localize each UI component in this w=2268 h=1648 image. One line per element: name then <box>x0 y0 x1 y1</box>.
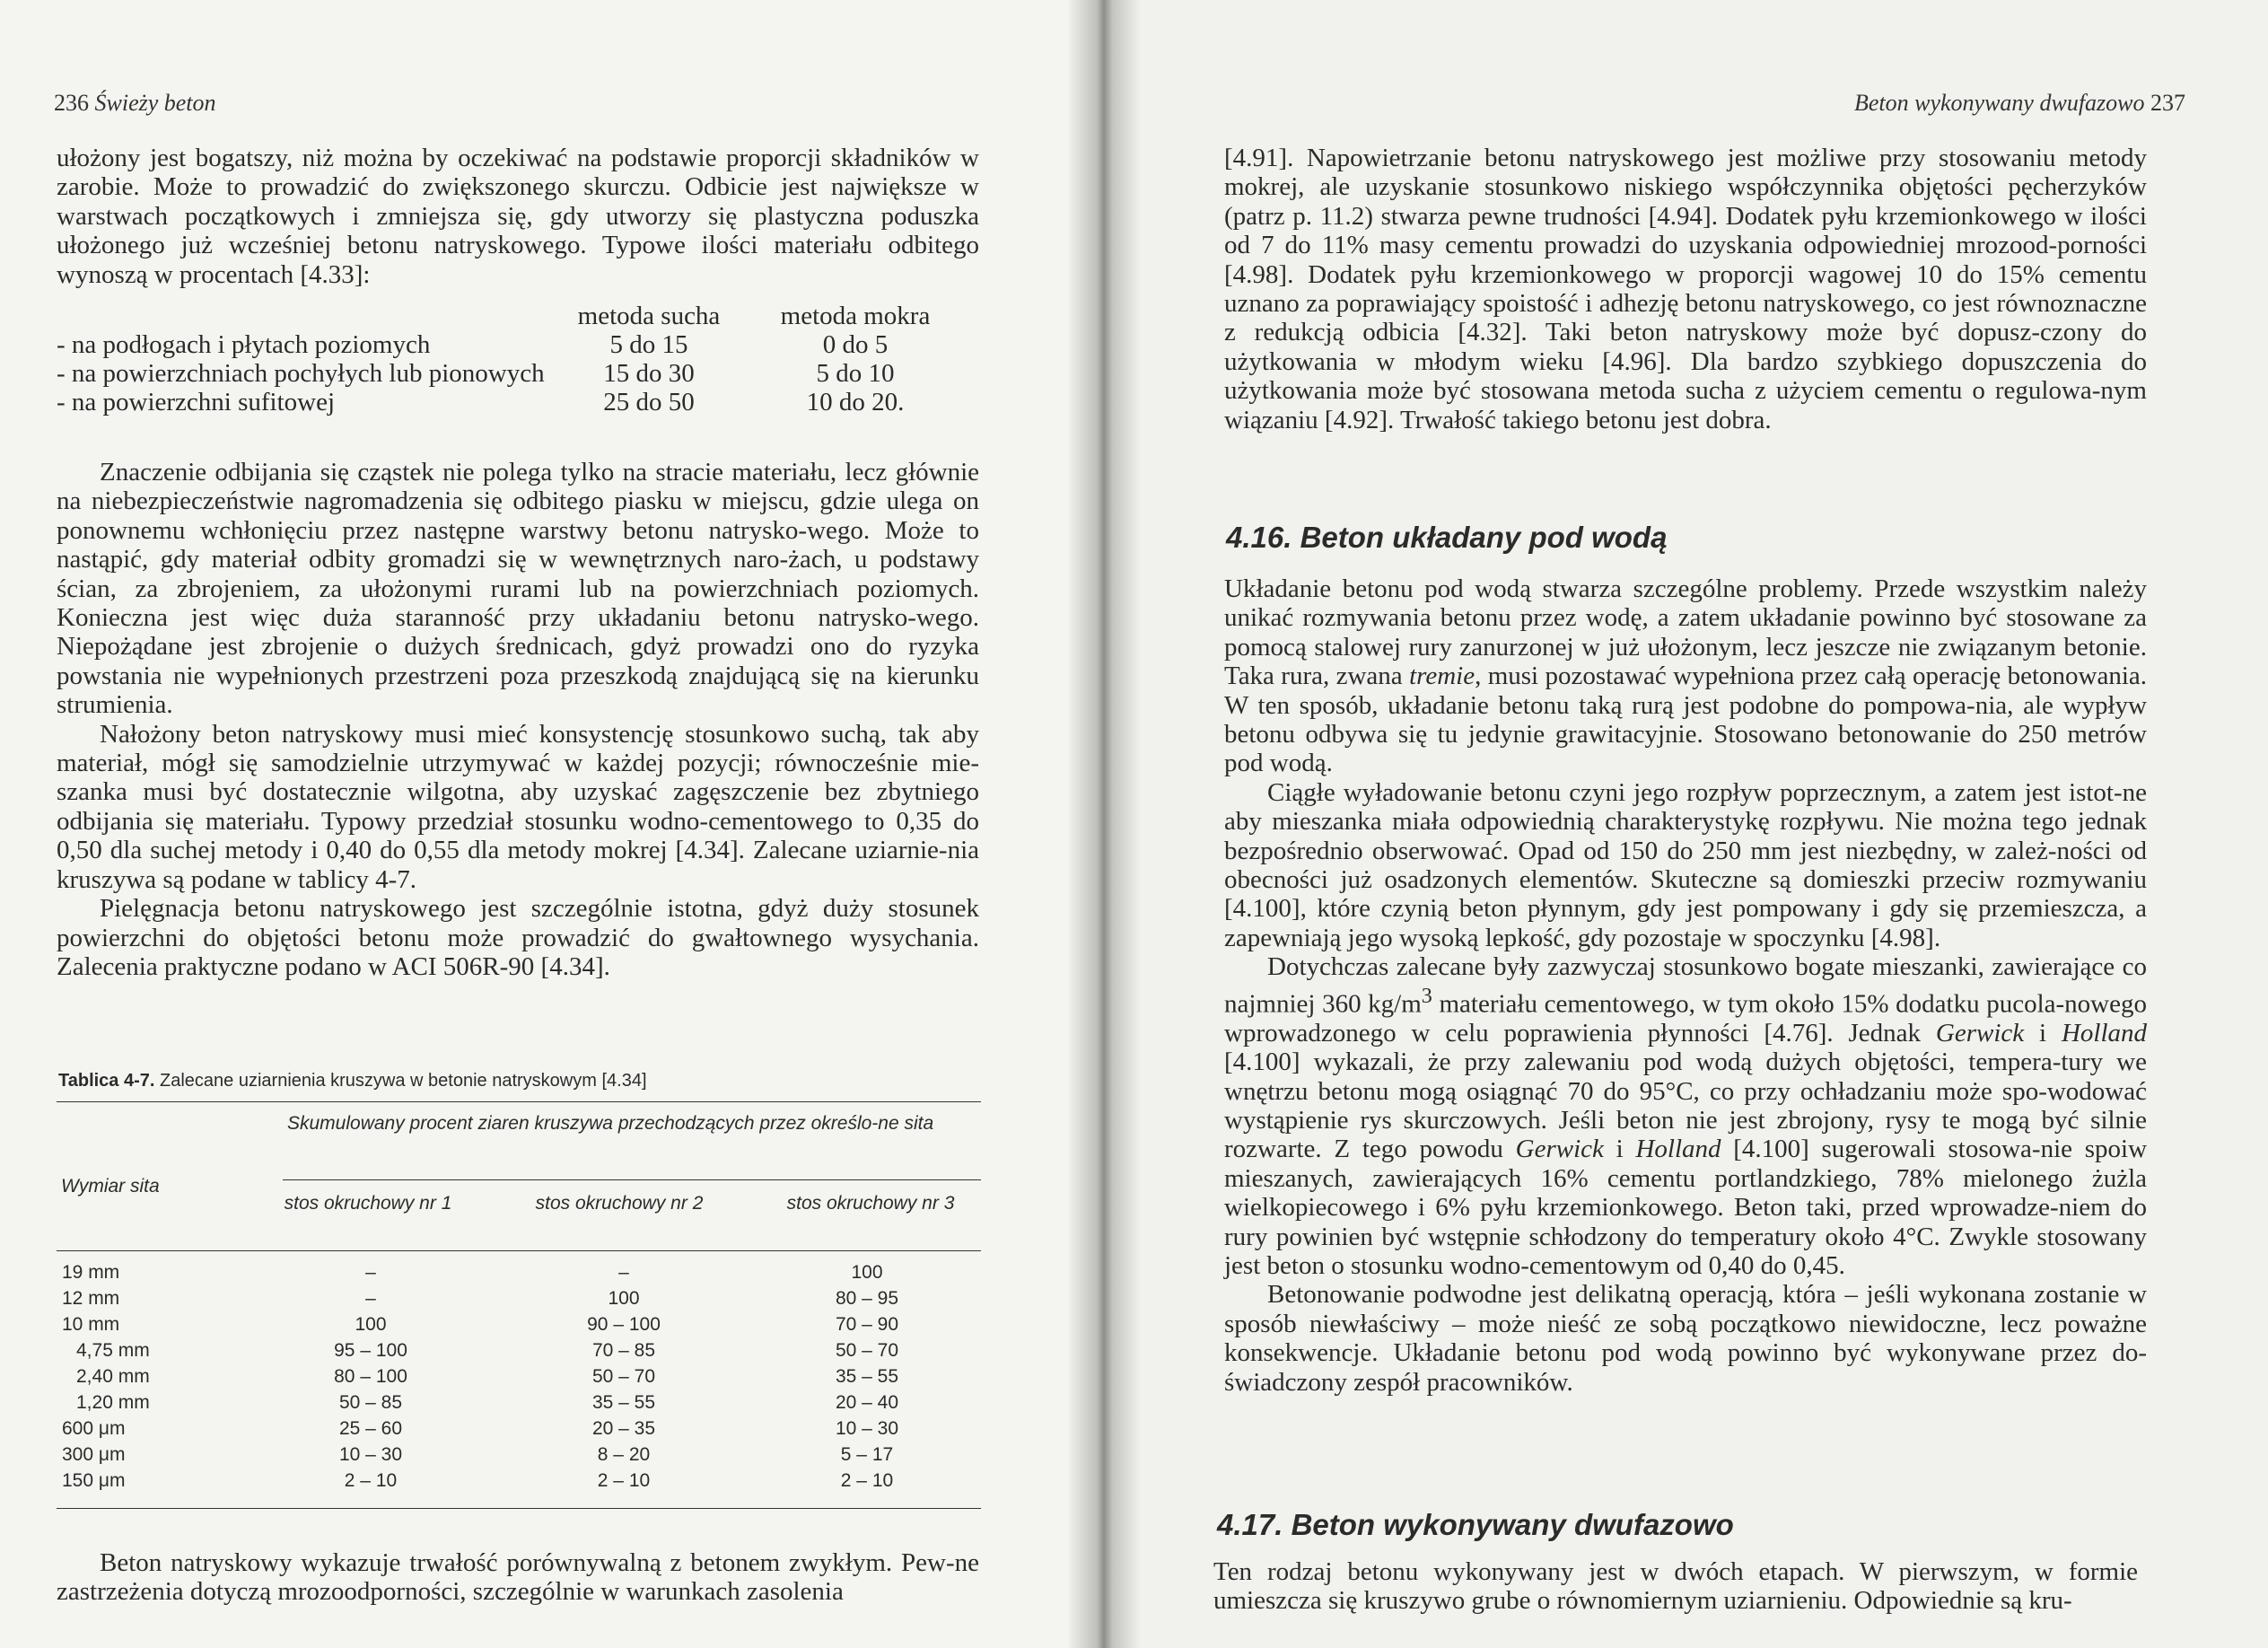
table-row: 150 μm 2 – 10 2 – 10 2 – 10 <box>62 1470 894 1491</box>
table-group-header: Skumulowany procent ziaren kruszywa przechodzących przez określo-ne sita <box>287 1113 934 1134</box>
table-subheader-1: stos okruchowy nr 1 <box>284 1193 452 1214</box>
table-caption <box>58 1071 647 1091</box>
table-group-rule <box>283 1179 981 1180</box>
losses-row: - na podłogach i płytach poziomych 5 do 15 0 do 5 <box>57 330 889 359</box>
losses-row: - na powierzchni sufitowej 25 do 50 10 do 20. <box>57 388 905 416</box>
losses-row: - na powierzchniach pochyłych lub pionowych 15 do 30 5 do 10 <box>57 359 895 388</box>
table-row: 4,75 mm 95 – 100 70 – 85 50 – 70 <box>76 1340 899 1361</box>
section-heading-4-17: 4.17. Beton wykonywany dwufazowo <box>1217 1508 1734 1541</box>
table-subheader-3: stos okruchowy nr 3 <box>786 1193 955 1214</box>
right-running-head <box>1854 90 2185 117</box>
table-caption-label: Tablica 4-7. <box>58 1071 155 1091</box>
left-page-number: 236 <box>54 90 89 116</box>
table-row: 600 μm 25 – 60 20 – 35 10 – 30 <box>62 1418 899 1439</box>
rebound-losses-list <box>57 302 979 416</box>
right-paragraph-1: [4.91]. Napowietrzanie betonu natryskowego jest możliwe przy stosowaniu metody mokrej, ale uzyskanie stosunkowo niskiego współczynnika objętości pęcherzyków (patrz p. 11.2) stwarza pewne trudności [4.94]. Dodatek pyłu krzemionkowego w ilości od 7 do 11% masy cementu prowadzi do uzyskania odpowiedniej mrozood-porności [4.98]. Dodatek pyłu krzemionkowego w proporcji wagowej 10 do 15% cementu uznano za poprawiający spoistość i adhezję betonu natryskowego, co jest równoznaczne z redukcją odbicia [4.32]. Taki beton natryskowy może być dopusz-czony do użytkowania w młodym wieku [4.96]. Dla bardzo szybkiego dopuszczenia do użytkowania może być stosowana metoda sucha z użyciem cementu o regulowa-nym wiązaniu [4.92]. Trwałość takiego betonu jest dobra. <box>1224 144 2147 434</box>
table-row: 10 mm 100 90 – 100 70 – 90 <box>62 1314 899 1335</box>
table-bottom-rule <box>57 1508 981 1509</box>
s16-paragraph-4: Betonowanie podwodne jest delikatną operacją, która – jeśli wykonana zostanie w sposób niewłaściwy – może nieść ze sobą początkowo niewidoczne, lecz poważne konsekwencje. Układanie betonu pod wodą powinno być wykonywane przez do-świadczony zespół pracowników. <box>1224 1280 2147 1397</box>
book-gutter <box>1068 0 1140 1648</box>
term-tremie: tremie <box>1409 662 1476 691</box>
left-running-title: Świeży beton <box>94 90 216 116</box>
table-row: 19 mm – – 100 <box>62 1262 883 1283</box>
table-caption-text: Zalecane uziarnienia kruszywa w betonie natryskowym [4.34] <box>160 1071 647 1091</box>
left-running-head <box>54 90 216 117</box>
s16-paragraph-3: Dotychczas zalecane były zazwyczaj stosunkowo bogate mieszanki, zawierające co najmniej 360 $kg/m^3$ materiału cementowego, w tym około 15% dodatku pucola-nowego wprowadzonego w celu poprawienia płynności [4.76]. Jednak Gerwick i Holland [4.100] wykazali, że przy zalewaniu pod wodą dużych objętości, tempera-tury we wnętrzu betonu mogą osiągnąć 70 do 95°C, co przy ochładzaniu może spo-wodować wystąpienie rys skurczowych. Jeśli beton nie jest zbrojony, rysy te mogą być silnie rozwarte. Z tego powodu Gerwick i Holland [4.100] sugerowali stosowa-nie spoiw mieszanych, zawierających 16% cementu portlandzkiego, 78% mielonego żużla wielkopiecowego i 6% pyłu krzemionkowego. Beton taki, przed wprowadze-niem do rury powinien być wstępnie schłodzony do temperatury około 4°C. Zwykle stosowany jest beton o stosunku wodno-cementowym od 0,40 do 0,45. <box>1224 952 2148 1280</box>
table-top-rule <box>57 1101 981 1102</box>
table-row: 2,40 mm 80 – 100 50 – 70 35 – 55 <box>76 1366 899 1387</box>
table-subheader-2: stos okruchowy nr 2 <box>535 1193 704 1214</box>
table-row: 300 μm 10 – 30 8 – 20 5 – 17 <box>62 1444 894 1465</box>
section-4-16-body <box>1224 574 2147 1397</box>
left-body-text <box>57 458 979 981</box>
table-sieve-header: Wymiar sita <box>61 1176 160 1197</box>
left-paragraph-5: Beton natryskowy wykazuje trwałość porównywalną z betonem zwykłym. Pew-ne zastrzeżenia dotyczą mrozoodporności, szczególnie w warunkach zasolenia <box>57 1548 979 1607</box>
table-row: 1,20 mm 50 – 85 35 – 55 20 – 40 <box>76 1392 899 1413</box>
losses-header-dry: metoda sucha <box>577 302 721 330</box>
s17-paragraph-1: Ten rodzaj betonu wykonywany jest w dwóch etapach. W pierwszym, w formie umieszcza się kruszywo grube o równomiernym uziarnieniu. Odpowiednie są kru- <box>1213 1557 2138 1616</box>
left-paragraph-4: Pielęgnacja betonu natryskowego jest szczególnie istotna, gdyż duży stosunek powierzchni do objętości betonu może prowadzić do gwałtownego wysychania. Zalecenia praktyczne podano w ACI 506R-90 [4.34]. <box>57 894 979 981</box>
table-body <box>57 1262 981 1496</box>
table-header-rule <box>57 1250 981 1251</box>
section-heading-4-16: 4.16. Beton układany pod wodą <box>1226 521 1668 554</box>
s16-paragraph-1: Układanie betonu pod wodą stwarza szczególne problemy. Przede wszystkim należy unikać rozmywania betonu przez wodę, a zatem układanie powinno być stosowane za pomocą stalowej rury zanurzonej w już ułożonym, lecz jeszcze nie związanym betonie. Taka rura, zwana tremie, musi pozostawać wypełniona przez całą operację betonowania. W ten sposób, układanie betonu taką rurą jest podobne do pompowa-nia, ale wypływ betonu odbywa się tu jedynie grawitacyjnie. Stosowano betonowanie do 250 metrów pod wodą. <box>1224 574 2147 778</box>
s16-paragraph-2: Ciągłe wyładowanie betonu czyni jego rozpływ poprzecznym, a zatem jest istot-ne aby mieszanka miała odpowiednią charakterystykę rozpływu. Nie można tego jednak bezpośrednio obserwować. Opad od 150 do 250 mm jest niezbędny, w zależ-ności od obecności już osadzonych elementów. Skuteczne są domieszki przeciw rozmywaniu [4.100], które czynią beton płynnym, gdy jest pompowany i gdy się przemieszcza, a zapewniają jego wysoką lepkość, gdy pozostaje w spoczynku [4.98]. <box>1224 777 2147 952</box>
left-paragraph-2: Znaczenie odbijania się cząstek nie polega tylko na stracie materiału, lecz głównie na niebezpieczeństwie nagromadzenia się odbitego piasku w miejscu, gdzie ulega on ponownemu wchłonięciu przez następne warstwy betonu natrysko-wego. Może to nastąpić, gdy materiał odbity gromadzi się w wewnętrznych naro-żach, u podstawy ścian, za zbrojeniem, za ułożonymi rurami lub na powierzchniach poziomych. Konieczna jest więc duża staranność przy układaniu betonu natrysko-wego. Niepożądane jest zbrojenie o dużych średnicach, gdyż prowadzi ono do ryzyka powstania nie wypełnionych przestrzeni poza przeszkodą znajdującą się na kierunku strumienia. <box>57 458 979 720</box>
left-paragraph-1: ułożony jest bogatszy, niż można by oczekiwać na podstawie proporcji składników w zarobie. Może to prowadzić do zwiększonego skurczu. Odbicie jest największe w warstwach początkowych i zmniejsza się, gdy utworzy się plastyczna poduszka ułożonego już wcześniej betonu natryskowego. Typowe ilości materiału odbitego wynoszą w procentach [4.33]: <box>57 144 979 289</box>
left-paragraph-3: Nałożony beton natryskowy musi mieć konsystencję stosunkowo suchą, tak aby materiał, mógł się samodzielnie utrzymywać w każdej pozycji; równocześnie mie-szanka musi być dostatecznie wilgotna, aby uzyskać zagęszczenie bez zbytniego odbijania się materiału. Typowy przedział stosunku wodno-cementowego to 0,35 do 0,50 dla suchej metody i 0,40 do 0,55 dla metody mokrej [4.34]. Zalecane uziarnie-nia kruszywa są podane w tablicy 4-7. <box>57 719 979 894</box>
right-page-number: 237 <box>2150 90 2185 116</box>
table-row: 12 mm – 100 80 – 95 <box>62 1288 899 1309</box>
right-running-title: Beton wykonywany dwufazowo <box>1853 90 2145 116</box>
losses-header-wet: metoda mokra <box>780 302 931 330</box>
